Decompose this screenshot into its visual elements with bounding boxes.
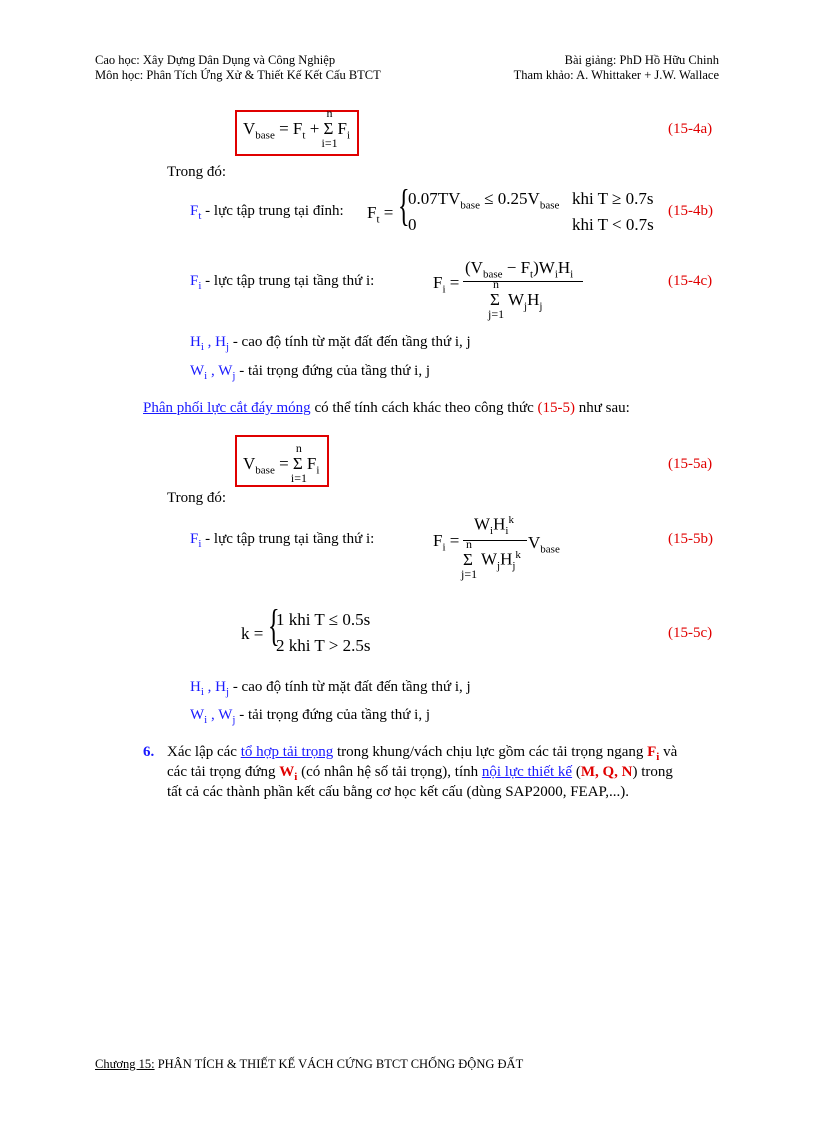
where-label-2: Trong đó:	[167, 490, 227, 506]
header-right-line1: Bài giảng: PhD Hồ Hữu Chinh	[564, 53, 719, 67]
w-line-2: $W_i$ , $W_j$ - tải trọng đứng của tầng thứ i, j	[190, 707, 431, 726]
equation-15-4a: $V_{base} = F_t + \Sigma$ n i=1 $F_i$	[243, 106, 351, 150]
w-line-1: $W_i$ , $W_j$ - tải trọng đứng của tầng thứ i, j	[190, 363, 431, 382]
h-line-1: $H_i$ , $H_j$ - cao độ tính từ mặt đất đến tầng thứ i, j	[190, 334, 471, 353]
item-6-line-2: các tải trọng đứng $W_i$ (có nhân hệ số tải trọng), tính nội lực thiết kế (M, Q, N) trong	[167, 764, 673, 783]
fi-symbol-2: $F_i$	[190, 531, 202, 550]
equation-number-15-4b: (15-4b)	[668, 203, 713, 219]
equation-15-5a: $V_{base} = \Sigma$ n i=1 $F_i$	[243, 441, 320, 485]
equation-number-15-4a: (15-4a)	[668, 121, 713, 137]
where-label-1: Trong đó:	[167, 164, 227, 180]
fi-numerator: $(V_{base} - F_t)W_iH_i$	[465, 258, 574, 281]
fi-description-2: $F_i$ - lực tập trung tại tầng thứ i:	[190, 531, 375, 550]
fi-lhs-2: $F_i$ =	[433, 531, 460, 554]
fi-vbase: $V_{base}$	[528, 533, 560, 556]
fi-symbol: $F_i$	[190, 273, 202, 292]
fraction-bar-2	[463, 540, 527, 541]
ft-cond-2: khi T < 0.7s	[572, 215, 654, 234]
ft-symbol: $F_t$	[190, 203, 202, 222]
ft-case-2: 0	[408, 215, 417, 234]
footer	[95, 1057, 523, 1072]
base-shear-distribution-link[interactable]: Phân phối lực cắt đáy móng	[143, 400, 311, 416]
fi-lhs: $F_i$ =	[433, 273, 460, 296]
header-left-line2: Môn học: Phân Tích Ứng Xử & Thiết Kế Kết Cấu BTCT	[95, 68, 381, 82]
fi-description: $F_i$ - lực tập trung tại tầng thứ i:	[190, 273, 375, 292]
ft-description: $F_t$ - lực tập trung tại đỉnh:	[190, 203, 344, 222]
item-6-number: 6.	[143, 744, 155, 760]
equation-number-15-5b: (15-5b)	[668, 531, 713, 547]
equation-number-15-5a: (15-5a)	[668, 456, 713, 472]
ft-lhs: $F_t$ =	[367, 203, 394, 226]
item-6-line-3: tất cả các thành phần kết cấu bằng cơ học kết cấu (dùng SAP2000, FEAP,...).	[167, 784, 629, 800]
load-combination-link[interactable]: tổ hợp tải trọng	[240, 744, 334, 760]
left-brace-icon-2: {	[268, 601, 280, 650]
fi-denominator-2: Σ n j=1 $W_jH_j^k$	[461, 536, 521, 581]
k-case-1: 1 khi T ≤ 0.5s	[276, 610, 371, 629]
ft-case-1: $0.07TV_{base} \le 0.25V_{base}$	[408, 189, 560, 212]
equation-number-15-5c: (15-5c)	[668, 625, 713, 641]
footer-title: PHÂN TÍCH & THIẾT KẾ VÁCH CỨNG BTCT CHỐNG ĐỘNG ĐẤT	[154, 1057, 524, 1071]
distribution-paragraph: Phân phối lực cắt đáy móng có thể tính cách khác theo công thức (15-5) như sau:	[143, 400, 630, 416]
k-lhs: k =	[241, 624, 264, 643]
footer-chapter: Chương 15:	[95, 1057, 155, 1071]
left-brace-icon: {	[398, 181, 410, 230]
ft-cond-1: khi T ≥ 0.7s	[572, 189, 654, 208]
h-line-2: $H_i$ , $H_j$ - cao độ tính từ mặt đất đến tầng thứ i, j	[190, 679, 471, 698]
fi-numerator-2: $W_iH_i^k$	[474, 514, 514, 538]
k-case-2: 2 khi T > 2.5s	[276, 636, 371, 655]
equation-number-15-4c: (15-4c)	[668, 273, 713, 289]
header-left-line1: Cao học: Xây Dựng Dân Dụng và Công Nghiệp	[95, 53, 336, 67]
design-internal-force-link[interactable]: nội lực thiết kế	[481, 764, 573, 780]
fi-denominator: Σ n j=1 $W_jH_j$	[488, 277, 543, 321]
fraction-bar	[463, 281, 583, 282]
header-right-line2: Tham khảo: A. Whittaker + J.W. Wallace	[513, 68, 719, 82]
item-6-line-1: Xác lập các tổ hợp tải trọng trong khung/vách chịu lực gồm các tải trọng ngang $F_i$ và	[167, 744, 678, 763]
